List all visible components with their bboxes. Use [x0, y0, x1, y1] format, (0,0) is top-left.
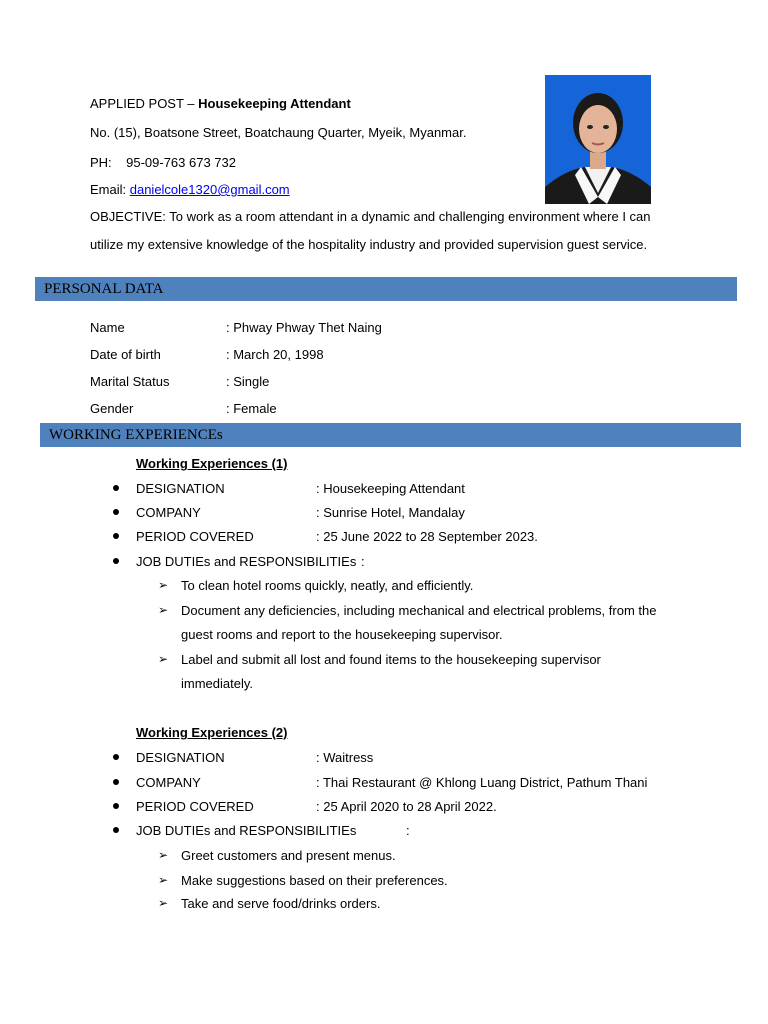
- exp1-value-period: : 25 June 2022 to 28 September 2023.: [316, 529, 538, 544]
- applied-post-value: Housekeeping Attendant: [198, 96, 351, 111]
- exp1-label-duties: JOB DUTIEs and RESPONSIBILITIEs: [136, 554, 357, 569]
- bullet-icon: [113, 803, 119, 809]
- exp1-value-company: : Sunrise Hotel, Mandalay: [316, 505, 465, 520]
- exp1-value-duties: :: [361, 554, 365, 569]
- objective-line-1: OBJECTIVE: To work as a room attendant in a dynamic and challenging environment where I can: [90, 209, 651, 224]
- personal-data-header: PERSONAL DATA: [35, 277, 737, 301]
- personal-label-marital: Marital Status: [90, 374, 170, 389]
- bullet-icon: [113, 533, 119, 539]
- exp2-label-period: PERIOD COVERED: [136, 799, 254, 814]
- exp2-duty-3: Take and serve food/drinks orders.: [181, 896, 381, 911]
- bullet-icon: [113, 779, 119, 785]
- personal-label-name: Name: [90, 320, 125, 335]
- bullet-icon: [113, 509, 119, 515]
- address-line: No. (15), Boatsone Street, Boatchaung Quarter, Myeik, Myanmar.: [90, 125, 467, 140]
- bullet-icon: [113, 485, 119, 491]
- exp1-value-designation: : Housekeeping Attendant: [316, 481, 465, 496]
- personal-value-name: : Phway Phway Thet Naing: [226, 320, 382, 335]
- arrow-bullet-icon: ➢: [158, 896, 169, 910]
- personal-value-marital: : Single: [226, 374, 270, 389]
- email-link[interactable]: danielcole1320@gmail.com: [129, 182, 290, 197]
- exp1-duty-3-cont: immediately.: [181, 676, 254, 691]
- personal-label-dob: Date of birth: [90, 347, 161, 362]
- bullet-icon: [113, 558, 119, 564]
- personal-value-gender: : Female: [226, 401, 277, 416]
- exp2-value-duties: :: [406, 823, 410, 838]
- exp2-duty-2: Make suggestions based on their preferences.: [181, 873, 448, 888]
- portrait-illustration: [545, 75, 651, 204]
- applied-post-prefix: APPLIED POST –: [90, 96, 199, 111]
- experience-2-heading: Working Experiences (2): [136, 725, 288, 740]
- arrow-bullet-icon: ➢: [158, 652, 169, 666]
- exp1-duty-2-cont: guest rooms and report to the housekeeping supervisor.: [181, 627, 503, 642]
- exp1-duty-2: Document any deficiencies, including mechanical and electrical problems, from the: [181, 603, 657, 618]
- exp1-duty-1: To clean hotel rooms quickly, neatly, and efficiently.: [181, 578, 474, 593]
- exp2-value-designation: : Waitress: [316, 750, 374, 765]
- experience-1-heading: Working Experiences (1): [136, 456, 288, 471]
- exp1-label-period: PERIOD COVERED: [136, 529, 254, 544]
- email-line: [90, 182, 290, 197]
- bullet-icon: [113, 754, 119, 760]
- bullet-icon: [113, 827, 119, 833]
- exp2-label-designation: DESIGNATION: [136, 750, 225, 765]
- email-label: Email:: [90, 182, 130, 197]
- personal-value-dob: : March 20, 1998: [226, 347, 324, 362]
- arrow-bullet-icon: ➢: [158, 578, 169, 592]
- applied-post: [90, 96, 351, 111]
- exp1-label-company: COMPANY: [136, 505, 201, 520]
- exp2-duty-1: Greet customers and present menus.: [181, 848, 396, 863]
- exp2-label-duties: JOB DUTIEs and RESPONSIBILITIEs: [136, 823, 357, 838]
- arrow-bullet-icon: ➢: [158, 873, 169, 887]
- exp2-label-company: COMPANY: [136, 775, 201, 790]
- profile-photo: [545, 75, 651, 204]
- exp1-duty-3: Label and submit all lost and found items to the housekeeping supervisor: [181, 652, 601, 667]
- personal-label-gender: Gender: [90, 401, 134, 416]
- exp1-label-designation: DESIGNATION: [136, 481, 225, 496]
- arrow-bullet-icon: ➢: [158, 848, 169, 862]
- arrow-bullet-icon: ➢: [158, 603, 169, 617]
- working-experiences-header: WORKING EXPERIENCEs: [40, 423, 741, 447]
- objective-line-2: utilize my extensive knowledge of the hospitality industry and provided supervision guest service.: [90, 237, 648, 252]
- phone-value: 95-09-763 673 732: [126, 155, 236, 170]
- phone-line: [90, 155, 236, 170]
- exp2-value-company: : Thai Restaurant @ Khlong Luang District, Pathum Thani: [316, 775, 648, 790]
- phone-label: PH:: [90, 155, 112, 170]
- exp2-value-period: : 25 April 2020 to 28 April 2022.: [316, 799, 497, 814]
